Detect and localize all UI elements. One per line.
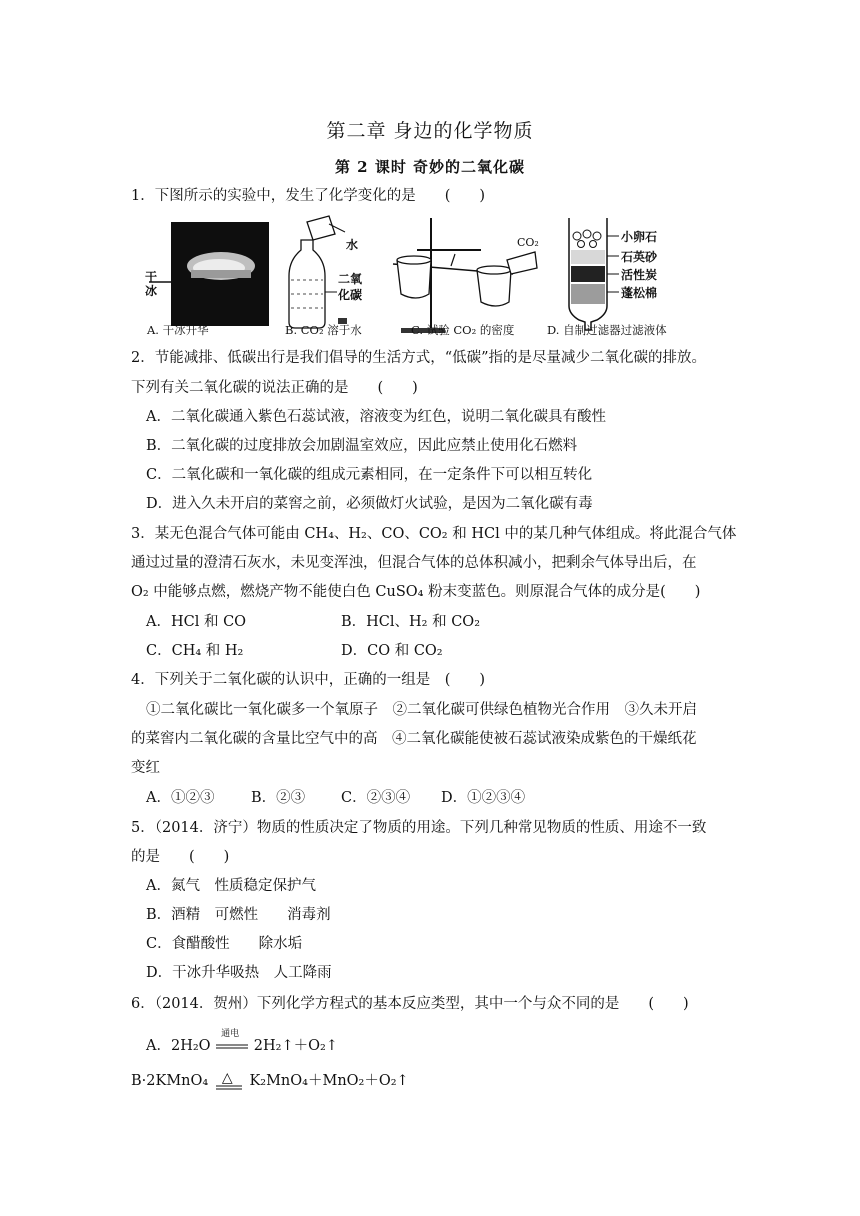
q1-stem: 1．下图所示的实验中，发生了化学变化的是 ( ) [131,188,486,204]
figure-a-caption: A. 干冰升华 [147,323,209,337]
figure-d-filter [569,218,619,330]
q6-b-equals-icon [213,1071,245,1091]
q6-b-condition: △ [221,1070,233,1086]
q6-a-arrow [215,1029,249,1056]
chapter-title: 第二章 身边的化学物质 [326,120,534,142]
figure-d-label-cotton: 蓬松棉 [621,286,658,300]
figure-b-label-co2-1: 二氧 [338,272,363,286]
figure-a-label-dry: 干 [145,270,158,284]
q3-option-c: C．CH₄ 和 H₂ [146,643,244,659]
q3-option-a: A．HCl 和 CO [146,614,247,630]
figure-b-label-water: 水 [346,238,359,252]
q6-stem: 6．（2014．贺州）下列化学方程式的基本反应类型，其中一个与众不同的是 ( ) [131,996,689,1012]
q3-line-3: O₂ 中能够点燃，燃烧产物不能使白色 CuSO₄ 粉末变蓝色。则原混合气体的成分是( ) [131,584,701,600]
figure-d-label-pebbles: 小卵石 [621,230,658,244]
q2-option-b: B．二氧化碳的过度排放会加剧温室效应，因此应禁止使用化石燃料 [146,438,578,454]
q5-option-a: A．氮气 性质稳定保护气 [146,878,316,894]
q2-line-1: 2．节能减排、低碳出行是我们倡导的生活方式，“低碳”指的是尽量减少二氧化碳的排放。 [131,350,707,366]
q5-line-1: 5．（2014．济宁）物质的性质决定了物质的用途。下列几种常见物质的性质、用途不一致 [131,820,707,836]
q6-b-reactants: B·2KMnO₄ [131,1073,209,1089]
q2-line-2: 下列有关二氧化碳的说法正确的是 ( ) [131,380,418,396]
q5-option-b: B．酒精 可燃性 消毒剂 [146,907,331,923]
q3-option-b: B．HCl、H₂ 和 CO₂ [341,614,481,630]
figure-a-label-ice: 冰 [145,284,158,298]
q6-a-condition: 通电 [221,1029,240,1039]
q5-option-c: C．食醋酸性 除水垢 [146,936,303,952]
figure-b-label-co2-2: 化碳 [338,288,363,302]
q6-b-arrow [213,1071,245,1091]
q6-a-reactants: A．2H₂O [146,1038,211,1054]
q4-line-1: ①二氧化碳比一氧化碳多一个氧原子 ②二氧化碳可供绿色植物光合作用 ③久未开启 [146,702,697,718]
figure-c-balance [393,218,537,333]
q6-equation-a [146,1029,338,1056]
figure-c-caption: C. 试验 CO₂ 的密度 [411,323,515,337]
lesson-title: 第 2 课时 奇妙的二氧化碳 [334,158,526,176]
q4-line-3: 变红 [131,760,160,776]
figure-d-caption: D. 自制过滤器过滤液体 [547,323,667,337]
q3-line-1: 3．某无色混合气体可能由 CH₄、H₂、CO、CO₂ 和 HCl 中的某几种气体组成。将此混合气体 [131,526,737,542]
q1-figure-panel [131,210,721,344]
q3-option-d: D．CO 和 CO₂ [341,643,443,659]
q6-b-products: K₂MnO₄＋MnO₂＋O₂↑ [249,1073,409,1089]
q3-line-2: 通过过量的澄清石灰水，未见变浑浊，但混合气体的总体积减小，把剩余气体导出后，在 [131,555,697,571]
q6-equation-b [131,1071,409,1091]
q4-stem: 4．下列关于二氧化碳的认识中，正确的一组是 ( ) [131,672,486,688]
q2-option-d: D．进入久未开启的菜窖之前，必须做灯火试验，是因为二氧化碳有毒 [146,496,593,512]
figure-d-label-sand: 石英砂 [621,250,658,264]
q4-option-a: A．①②③ [146,790,215,806]
q4-option-c: C．②③④ [341,790,411,806]
q5-option-d: D．干冰升华吸热 人工降雨 [146,965,332,981]
figure-a-dry-ice [149,222,269,326]
q6-a-equals-icon [215,1036,249,1056]
q5-line-2: 的是 ( ) [131,849,230,865]
figure-c-label-co2: CO₂ [517,236,539,249]
q4-option-d: D．①②③④ [441,790,526,806]
q2-option-c: C．二氧化碳和一氧化碳的组成元素相同，在一定条件下可以相互转化 [146,467,593,483]
q2-option-a: A．二氧化碳通入紫色石蕊试液，溶液变为红色，说明二氧化碳具有酸性 [146,409,606,425]
q6-a-products: 2H₂↑＋O₂↑ [253,1038,338,1054]
figure-d-label-carbon: 活性炭 [621,268,658,282]
q4-line-2: 的菜窖内二氧化碳的含量比空气中的高 ④二氧化碳能使被石蕊试液染成紫色的干燥纸花 [131,731,697,747]
q4-option-b: B．②③ [251,790,306,806]
figure-b-caption: B. CO₂ 溶于水 [285,323,362,337]
